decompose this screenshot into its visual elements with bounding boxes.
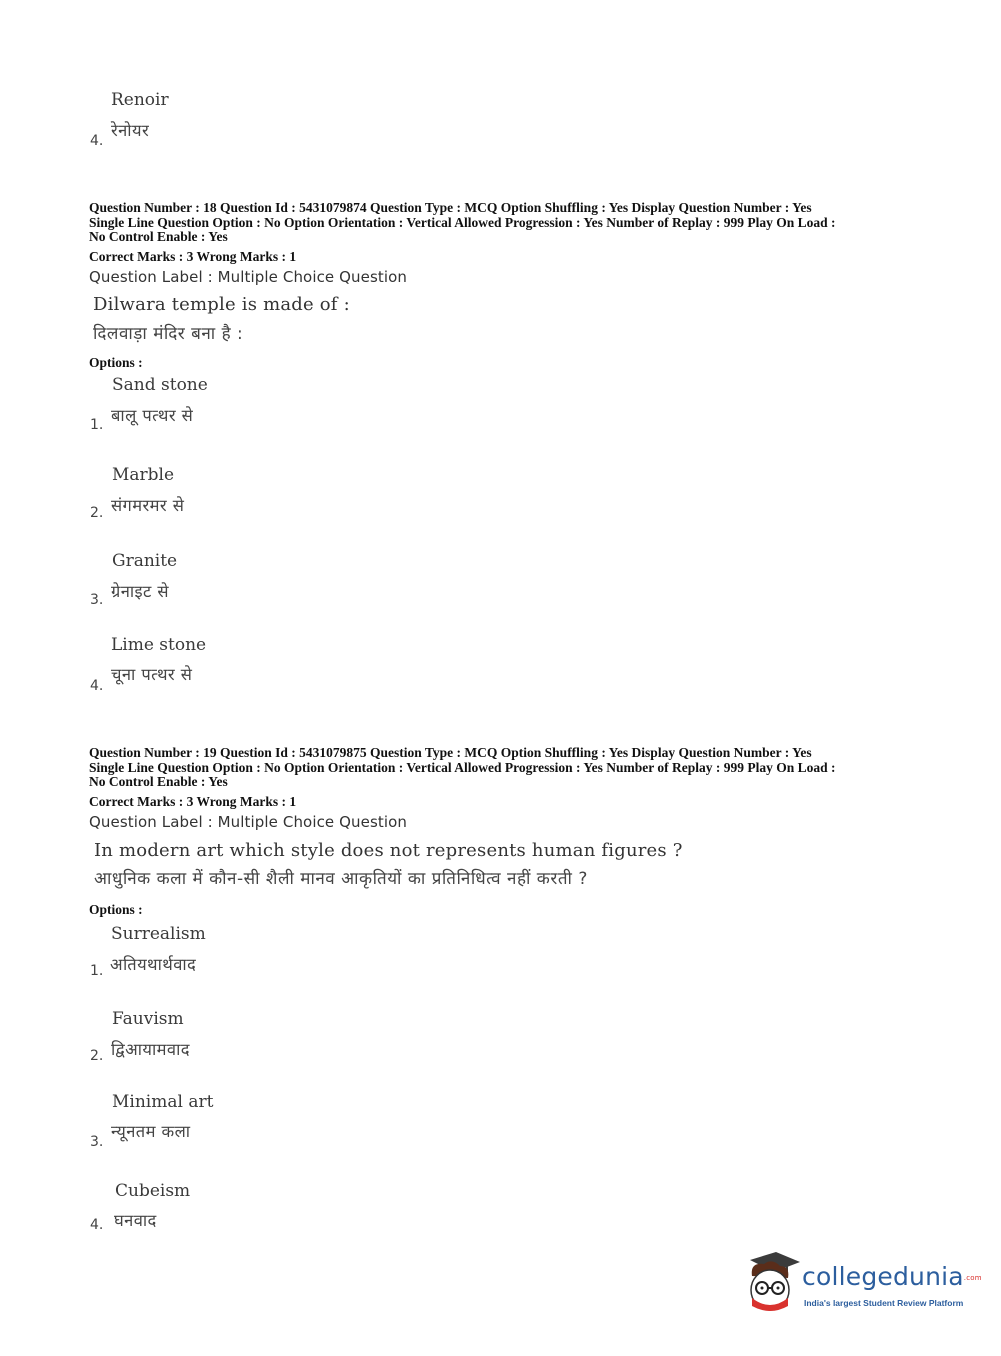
q19-options-label: Options : <box>89 902 143 917</box>
q19-question-text-hi: आधुनिक कला में कौन-सी शैली मानव आकृतियों का प्रतिनिधित्व नहीं करती ? <box>94 869 588 889</box>
q19-metadata <box>89 746 919 790</box>
q18-metadata <box>89 201 919 245</box>
option-text-en: Lime stone <box>111 635 207 655</box>
q19-question-label: Question Label : Multiple Choice Question <box>89 813 408 831</box>
q18-marks: Correct Marks : 3 Wrong Marks : 1 <box>89 249 297 264</box>
q19-marks: Correct Marks : 3 Wrong Marks : 1 <box>89 794 297 809</box>
option-text-en: Renoir <box>111 90 169 110</box>
logo-dotcom: .com <box>963 1274 982 1282</box>
option-text-hi: बालू पत्थर से <box>111 406 194 425</box>
q18-question-text-hi: दिलवाड़ा मंदिर बना है : <box>93 324 244 344</box>
option-text-en: Fauvism <box>112 1009 184 1029</box>
q19-meta-line-3: No Control Enable : Yes <box>89 774 228 790</box>
option-text-hi: ग्रेनाइट से <box>111 582 169 601</box>
q19-meta-line-1: Question Number : 19 Question Id : 5431079875 Question Type : MCQ Option Shuffling : Yes Display Question Number : Yes <box>89 745 812 760</box>
option-text-hi: रेनोयर <box>111 121 150 140</box>
q18-options-label: Options : <box>89 355 143 370</box>
option-text-hi: चूना पत्थर से <box>111 665 193 684</box>
option-number: 4. <box>90 133 104 149</box>
option-number: 2. <box>90 1048 104 1064</box>
q18-question-label: Question Label : Multiple Choice Question <box>89 268 408 286</box>
q18-question-text-en: Dilwara temple is made of : <box>93 294 350 315</box>
option-text-en: Minimal art <box>112 1092 214 1112</box>
q18-meta-line-1: Question Number : 18 Question Id : 5431079874 Question Type : MCQ Option Shuffling : Yes Display Question Number : Yes <box>89 200 812 215</box>
q19-question-text-en: In modern art which style does not represents human figures ? <box>94 840 683 861</box>
option-text-en: Cubeism <box>115 1181 191 1201</box>
option-number: 1. <box>90 963 104 979</box>
option-text-hi: द्विआयामवाद <box>111 1040 190 1059</box>
option-text-hi: न्यूनतम कला <box>111 1122 191 1141</box>
q19-meta-line-2: Single Line Question Option : No Option Orientation : Vertical Allowed Progression : Yes Number of Replay : 999 Play On Load : <box>89 759 836 775</box>
option-number: 3. <box>90 1134 104 1150</box>
q18-meta-line-2: Single Line Question Option : No Option Orientation : Vertical Allowed Progression : Yes Number of Replay : 999 Play On Load : <box>89 214 836 230</box>
option-text-hi: अतियथार्थवाद <box>110 955 197 974</box>
collegedunia-logo[interactable] <box>742 1250 982 1316</box>
mascot-icon <box>742 1250 804 1316</box>
logo-wordmark <box>802 1262 982 1291</box>
option-number: 1. <box>90 417 104 433</box>
option-text-en: Marble <box>112 465 175 485</box>
option-text-hi: संगमरमर से <box>111 496 185 515</box>
option-number: 4. <box>90 1217 104 1233</box>
logo-name-text: collegedunia <box>802 1262 964 1291</box>
option-number: 2. <box>90 505 104 521</box>
option-number: 3. <box>90 592 104 608</box>
option-text-en: Sand stone <box>112 375 208 395</box>
option-number: 4. <box>90 678 104 694</box>
option-text-en: Granite <box>112 551 178 571</box>
option-text-hi: घनवाद <box>114 1211 157 1230</box>
option-text-en: Surrealism <box>111 924 206 944</box>
q18-meta-line-3: No Control Enable : Yes <box>89 229 228 245</box>
logo-tagline: India's largest Student Review Platform <box>804 1298 964 1308</box>
